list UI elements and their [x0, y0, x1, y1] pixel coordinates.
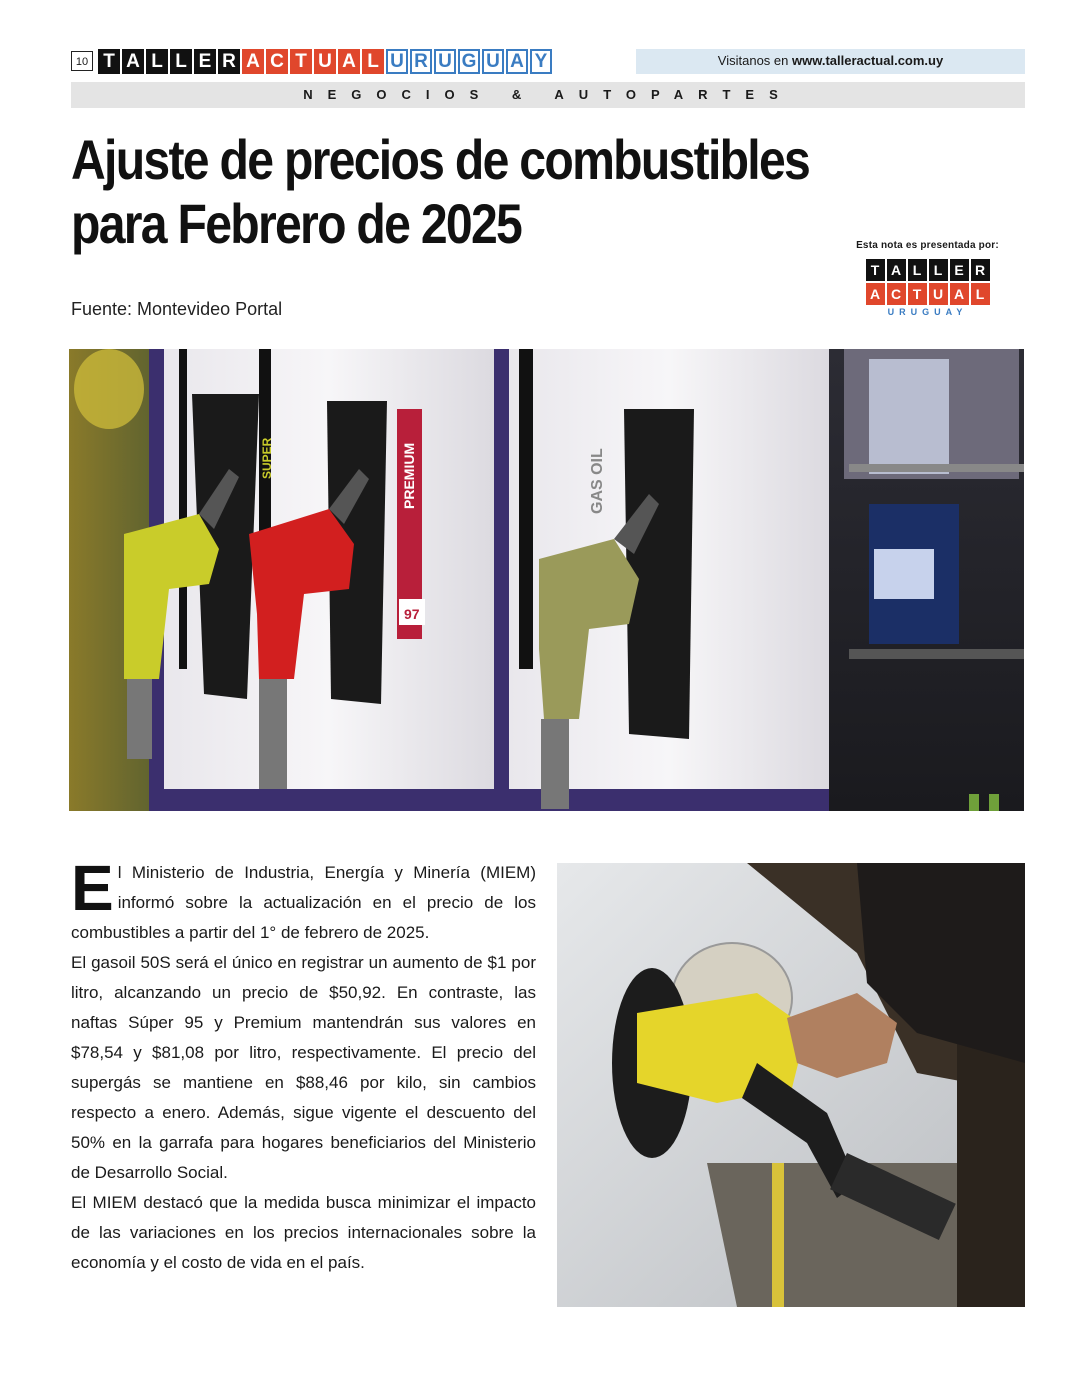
brand-letter: T: [290, 49, 312, 74]
sponsor-logo-letter: E: [950, 259, 969, 281]
sponsor-logo-letter: L: [929, 259, 948, 281]
fuel-pump-photo: [69, 349, 1024, 811]
gasoil-label: GAS OIL: [589, 448, 606, 514]
page-number: 10: [71, 51, 93, 71]
brand-letter: U: [314, 49, 336, 74]
paragraph-1-text: l Ministerio de Industria, Energía y Minería (MIEM) informó sobre la actualización en el precio de los combustibles a partir del 1° de febrero de 2025.: [71, 863, 536, 942]
article-body: [71, 852, 536, 1278]
sponsor-logo-subtitle: URUGUAY: [887, 307, 968, 317]
page-header: [71, 49, 1025, 74]
article-title: [71, 128, 828, 256]
refueling-photo: [557, 863, 1025, 1307]
brand-wordmark: [98, 49, 554, 74]
brand-letter: L: [362, 49, 384, 74]
brand-letter: T: [98, 49, 120, 74]
octane-label: 97: [404, 606, 420, 622]
brand-letter: R: [218, 49, 240, 74]
article-source: Fuente: Montevideo Portal: [71, 299, 283, 319]
sponsor-logo-letter: A: [887, 259, 906, 281]
brand-letter: A: [506, 49, 528, 74]
brand-letter: L: [170, 49, 192, 74]
brand-letter: C: [266, 49, 288, 74]
brand-letter: A: [242, 49, 264, 74]
visit-prefix: Visitanos en: [717, 53, 792, 68]
sponsor-logo-letter: L: [971, 283, 990, 305]
sponsor-logo-letter: A: [866, 283, 885, 305]
paragraph-1: [71, 852, 536, 948]
section-tagline: NEGOCIOS & AUTOPARTES: [71, 82, 1025, 108]
brand-letter: G: [458, 49, 480, 74]
sponsor-logo-letter: U: [929, 283, 948, 305]
paragraph-3: El MIEM destacó que la medida busca minimizar el impacto de las variaciones en los precios internacionales sobre la economía y el costo de vida en el país.: [71, 1193, 536, 1272]
brand-letter: R: [410, 49, 432, 74]
sponsor-logo-letter: T: [908, 283, 927, 305]
brand-letter: U: [434, 49, 456, 74]
sponsor-block: [845, 240, 1010, 317]
brand-letter: U: [482, 49, 504, 74]
title-line-1: Ajuste de precios de combustibles: [71, 128, 810, 191]
brand-letter: A: [338, 49, 360, 74]
brand-letter: L: [146, 49, 168, 74]
premium-label: PREMIUM: [401, 442, 417, 509]
drop-cap: E: [71, 852, 114, 924]
brand-letter: U: [386, 49, 408, 74]
sponsor-logo-letter: A: [950, 283, 969, 305]
sponsor-logo-row-1: [845, 259, 1010, 281]
sponsor-logo-row-2: [845, 283, 1010, 305]
website-link[interactable]: www.talleractual.com.uy: [791, 53, 944, 68]
brand-letter: E: [194, 49, 216, 74]
website-banner: [636, 49, 1025, 74]
brand-letter: A: [122, 49, 144, 74]
title-line-2: para Febrero de 2025: [71, 192, 522, 255]
paragraph-2: El gasoil 50S será el único en registrar un aumento de $1 por litro, alcanzando un precio de $50,92. En contraste, las naftas Súper 95 y Premium mantendrán sus valores en $78,54 y $81,08 por litro, respectivamente. El precio del supergás se mantiene en $88,46 por kilo, sin cambios respecto a enero. Además, sigue vigente el descuento del 50% en la garrafa para hogares beneficiarios del Ministerio de Desarrollo Social.: [71, 953, 536, 1182]
sponsor-logo-letter: T: [866, 259, 885, 281]
sponsor-logo-letter: L: [908, 259, 927, 281]
sponsor-label: Esta nota es presentada por:: [856, 240, 999, 251]
super-label: SUPER: [260, 437, 274, 479]
sponsor-logo-letter: R: [971, 259, 990, 281]
sponsor-logo-letter: C: [887, 283, 906, 305]
brand-letter: Y: [530, 49, 552, 74]
